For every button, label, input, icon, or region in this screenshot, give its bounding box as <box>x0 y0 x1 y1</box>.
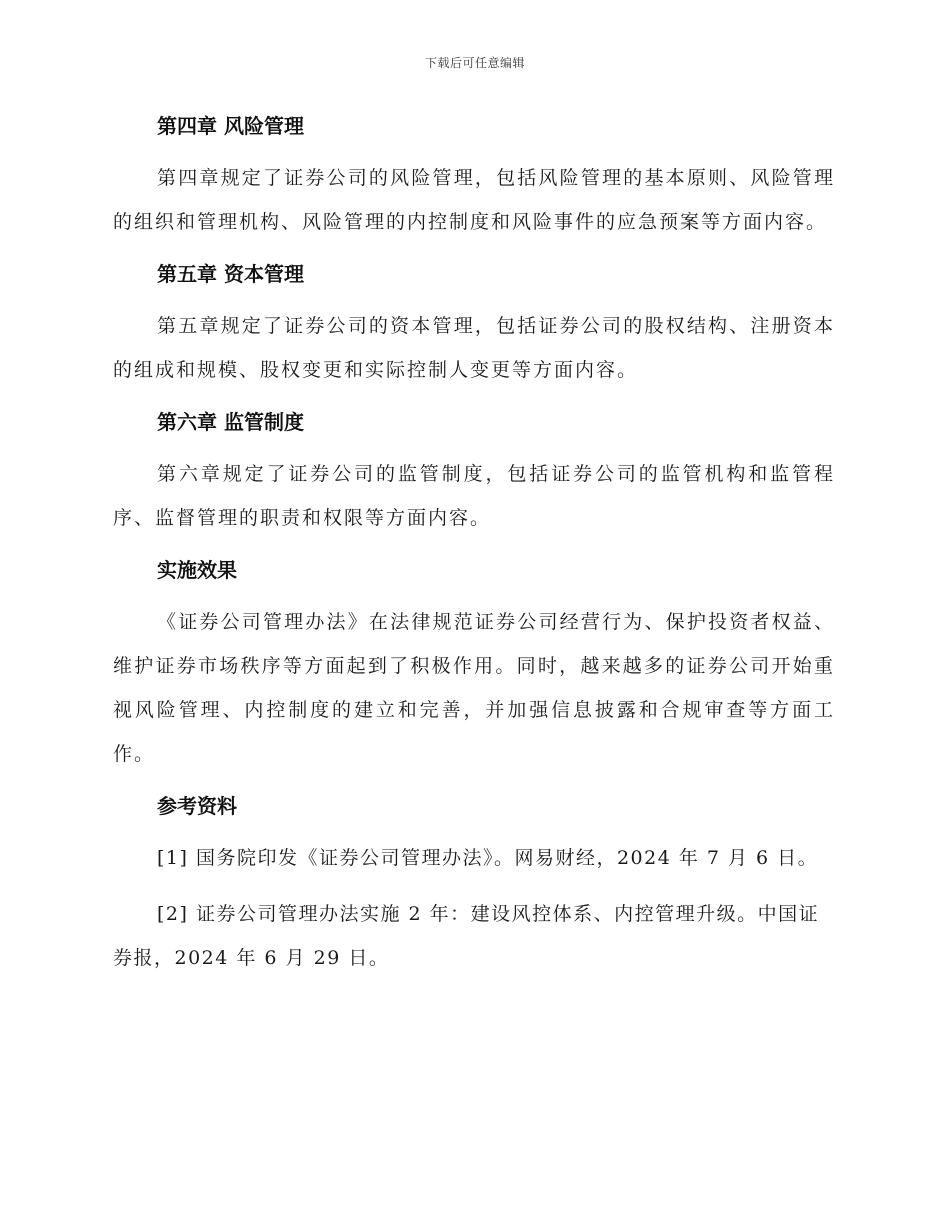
section-supervision-system <box>113 404 835 540</box>
section-heading: 实施效果 <box>157 558 237 582</box>
paragraph: 第六章规定了证券公司的监管制度，包括证券公司的监管机构和监管程序、监督管理的职责和权限等方面内容。 <box>113 463 835 529</box>
paragraph: 第五章规定了证券公司的资本管理，包括证券公司的股权结构、注册资本的组成和规模、股权变更和实际控制人变更等方面内容。 <box>113 315 835 381</box>
paragraph: 《证券公司管理办法》在法律规范证券公司经营行为、保护投资者权益、维护证券市场秩序等方面起到了积极作用。同时，越来越多的证券公司开始重视风险管理、内控制度的建立和完善，并加强信息披露和合规审查等方面工作。 <box>113 611 835 765</box>
paragraph: 第四章规定了证券公司的风险管理，包括风险管理的基本原则、风险管理的组织和管理机构、风险管理的内控制度和风险事件的应急预案等方面内容。 <box>113 167 835 233</box>
section-references <box>113 788 835 980</box>
section-capital-management <box>113 256 835 392</box>
section-implementation-effect <box>113 552 835 776</box>
section-risk-management <box>113 108 835 244</box>
document-body <box>113 108 835 992</box>
section-heading: 参考资料 <box>157 794 237 818</box>
section-heading: 第六章 监管制度 <box>157 410 304 434</box>
section-heading: 第四章 风险管理 <box>157 114 304 138</box>
reference-item: [1] 国务院印发《证券公司管理办法》。网易财经，2024 年 7 月 6 日。 <box>157 847 819 869</box>
section-heading: 第五章 资本管理 <box>157 262 304 286</box>
reference-item: [2] 证券公司管理办法实施 2 年：建设风控体系、内控管理升级。中国证券报，2024 年 6 月 29 日。 <box>113 903 820 969</box>
page-header: 下载后可任意编辑 <box>424 56 525 70</box>
